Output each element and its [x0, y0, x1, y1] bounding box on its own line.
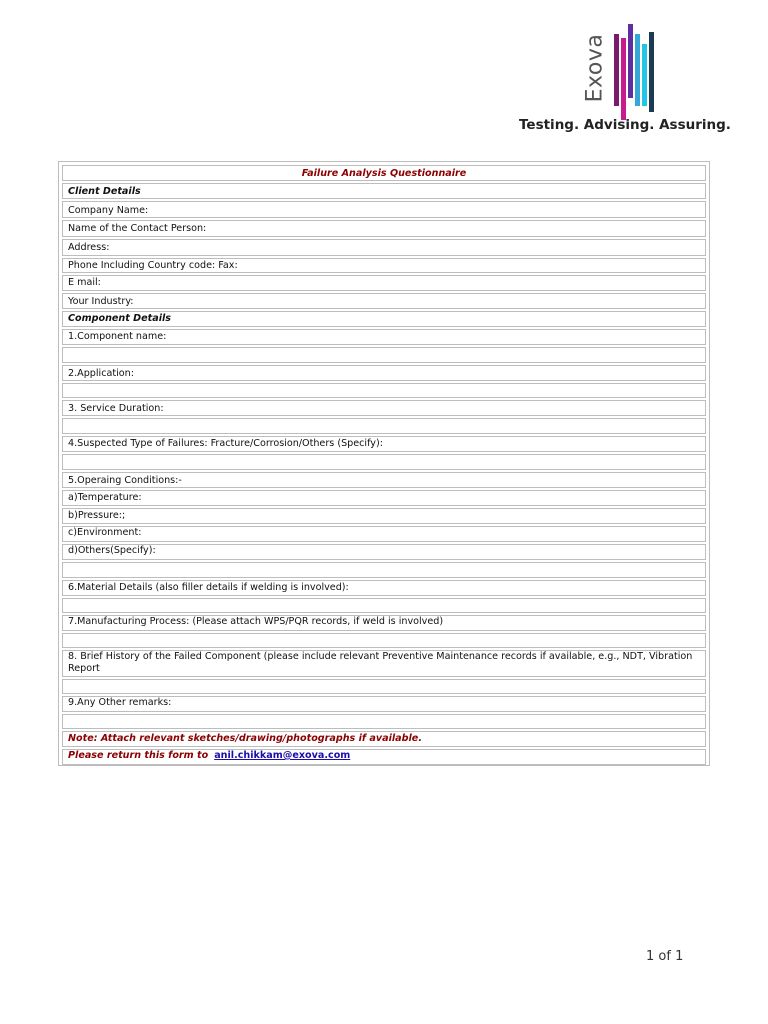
other-remarks-label: 9.Any Other remarks:	[62, 696, 706, 712]
temperature-field[interactable]: a)Temperature:	[62, 490, 706, 506]
material-details-answer[interactable]	[62, 598, 706, 613]
attachment-note: Note: Attach relevant sketches/drawing/photographs if available.	[62, 731, 706, 747]
industry-field[interactable]: Your Industry:	[62, 293, 706, 309]
contact-person-field[interactable]: Name of the Contact Person:	[62, 220, 706, 237]
form-title: Failure Analysis Questionnaire	[62, 165, 706, 181]
failure-type-label: 4.Suspected Type of Failures: Fracture/Corrosion/Others (Specify):	[62, 436, 706, 452]
service-duration-label: 3. Service Duration:	[62, 400, 706, 416]
service-duration-answer[interactable]	[62, 418, 706, 434]
email-field[interactable]: E mail:	[62, 275, 706, 291]
logo-bar	[621, 38, 626, 120]
manufacturing-process-answer[interactable]	[62, 633, 706, 648]
address-field[interactable]: Address:	[62, 239, 706, 256]
logo-bar	[628, 24, 633, 98]
component-history-answer[interactable]	[62, 679, 706, 694]
questionnaire-form	[58, 161, 710, 766]
material-details-label: 6.Material Details (also filler details if welding is involved):	[62, 580, 706, 596]
component-details-heading: Component Details	[62, 311, 706, 327]
other-remarks-answer[interactable]	[62, 714, 706, 729]
page-number: 1 of 1	[646, 949, 684, 964]
pressure-field[interactable]: b)Pressure:;	[62, 508, 706, 524]
application-label: 2.Application:	[62, 365, 706, 381]
others-field[interactable]: d)Others(Specify):	[62, 544, 706, 560]
environment-field[interactable]: c)Environment:	[62, 526, 706, 542]
logo-wordmark: Exova	[582, 33, 608, 103]
logo-bar	[614, 34, 619, 106]
return-instructions	[62, 749, 706, 765]
component-name-answer[interactable]	[62, 347, 706, 363]
others-answer[interactable]	[62, 562, 706, 578]
operating-conditions-label: 5.Operaing Conditions:-	[62, 472, 706, 488]
component-name-label: 1.Component name:	[62, 329, 706, 345]
logo-bar	[642, 44, 647, 106]
logo-bar	[635, 34, 640, 106]
company-name-field[interactable]: Company Name:	[62, 201, 706, 218]
logo-bar	[649, 32, 654, 112]
tagline: Testing. Advising. Assuring.	[519, 117, 731, 133]
client-details-heading: Client Details	[62, 183, 706, 199]
component-history-label: 8. Brief History of the Failed Component (please include relevant Preventive Maintenance records if available, e.g., NDT, Vibration Report	[62, 650, 706, 677]
exova-logo	[582, 20, 674, 116]
phone-field[interactable]: Phone Including Country code: Fax:	[62, 258, 706, 273]
return-email-link[interactable]: anil.chikkam@exova.com	[214, 750, 351, 761]
failure-type-answer[interactable]	[62, 454, 706, 470]
return-text: Please return this form to	[68, 750, 209, 761]
application-answer[interactable]	[62, 383, 706, 398]
manufacturing-process-label: 7.Manufacturing Process: (Please attach WPS/PQR records, if weld is involved)	[62, 615, 706, 631]
